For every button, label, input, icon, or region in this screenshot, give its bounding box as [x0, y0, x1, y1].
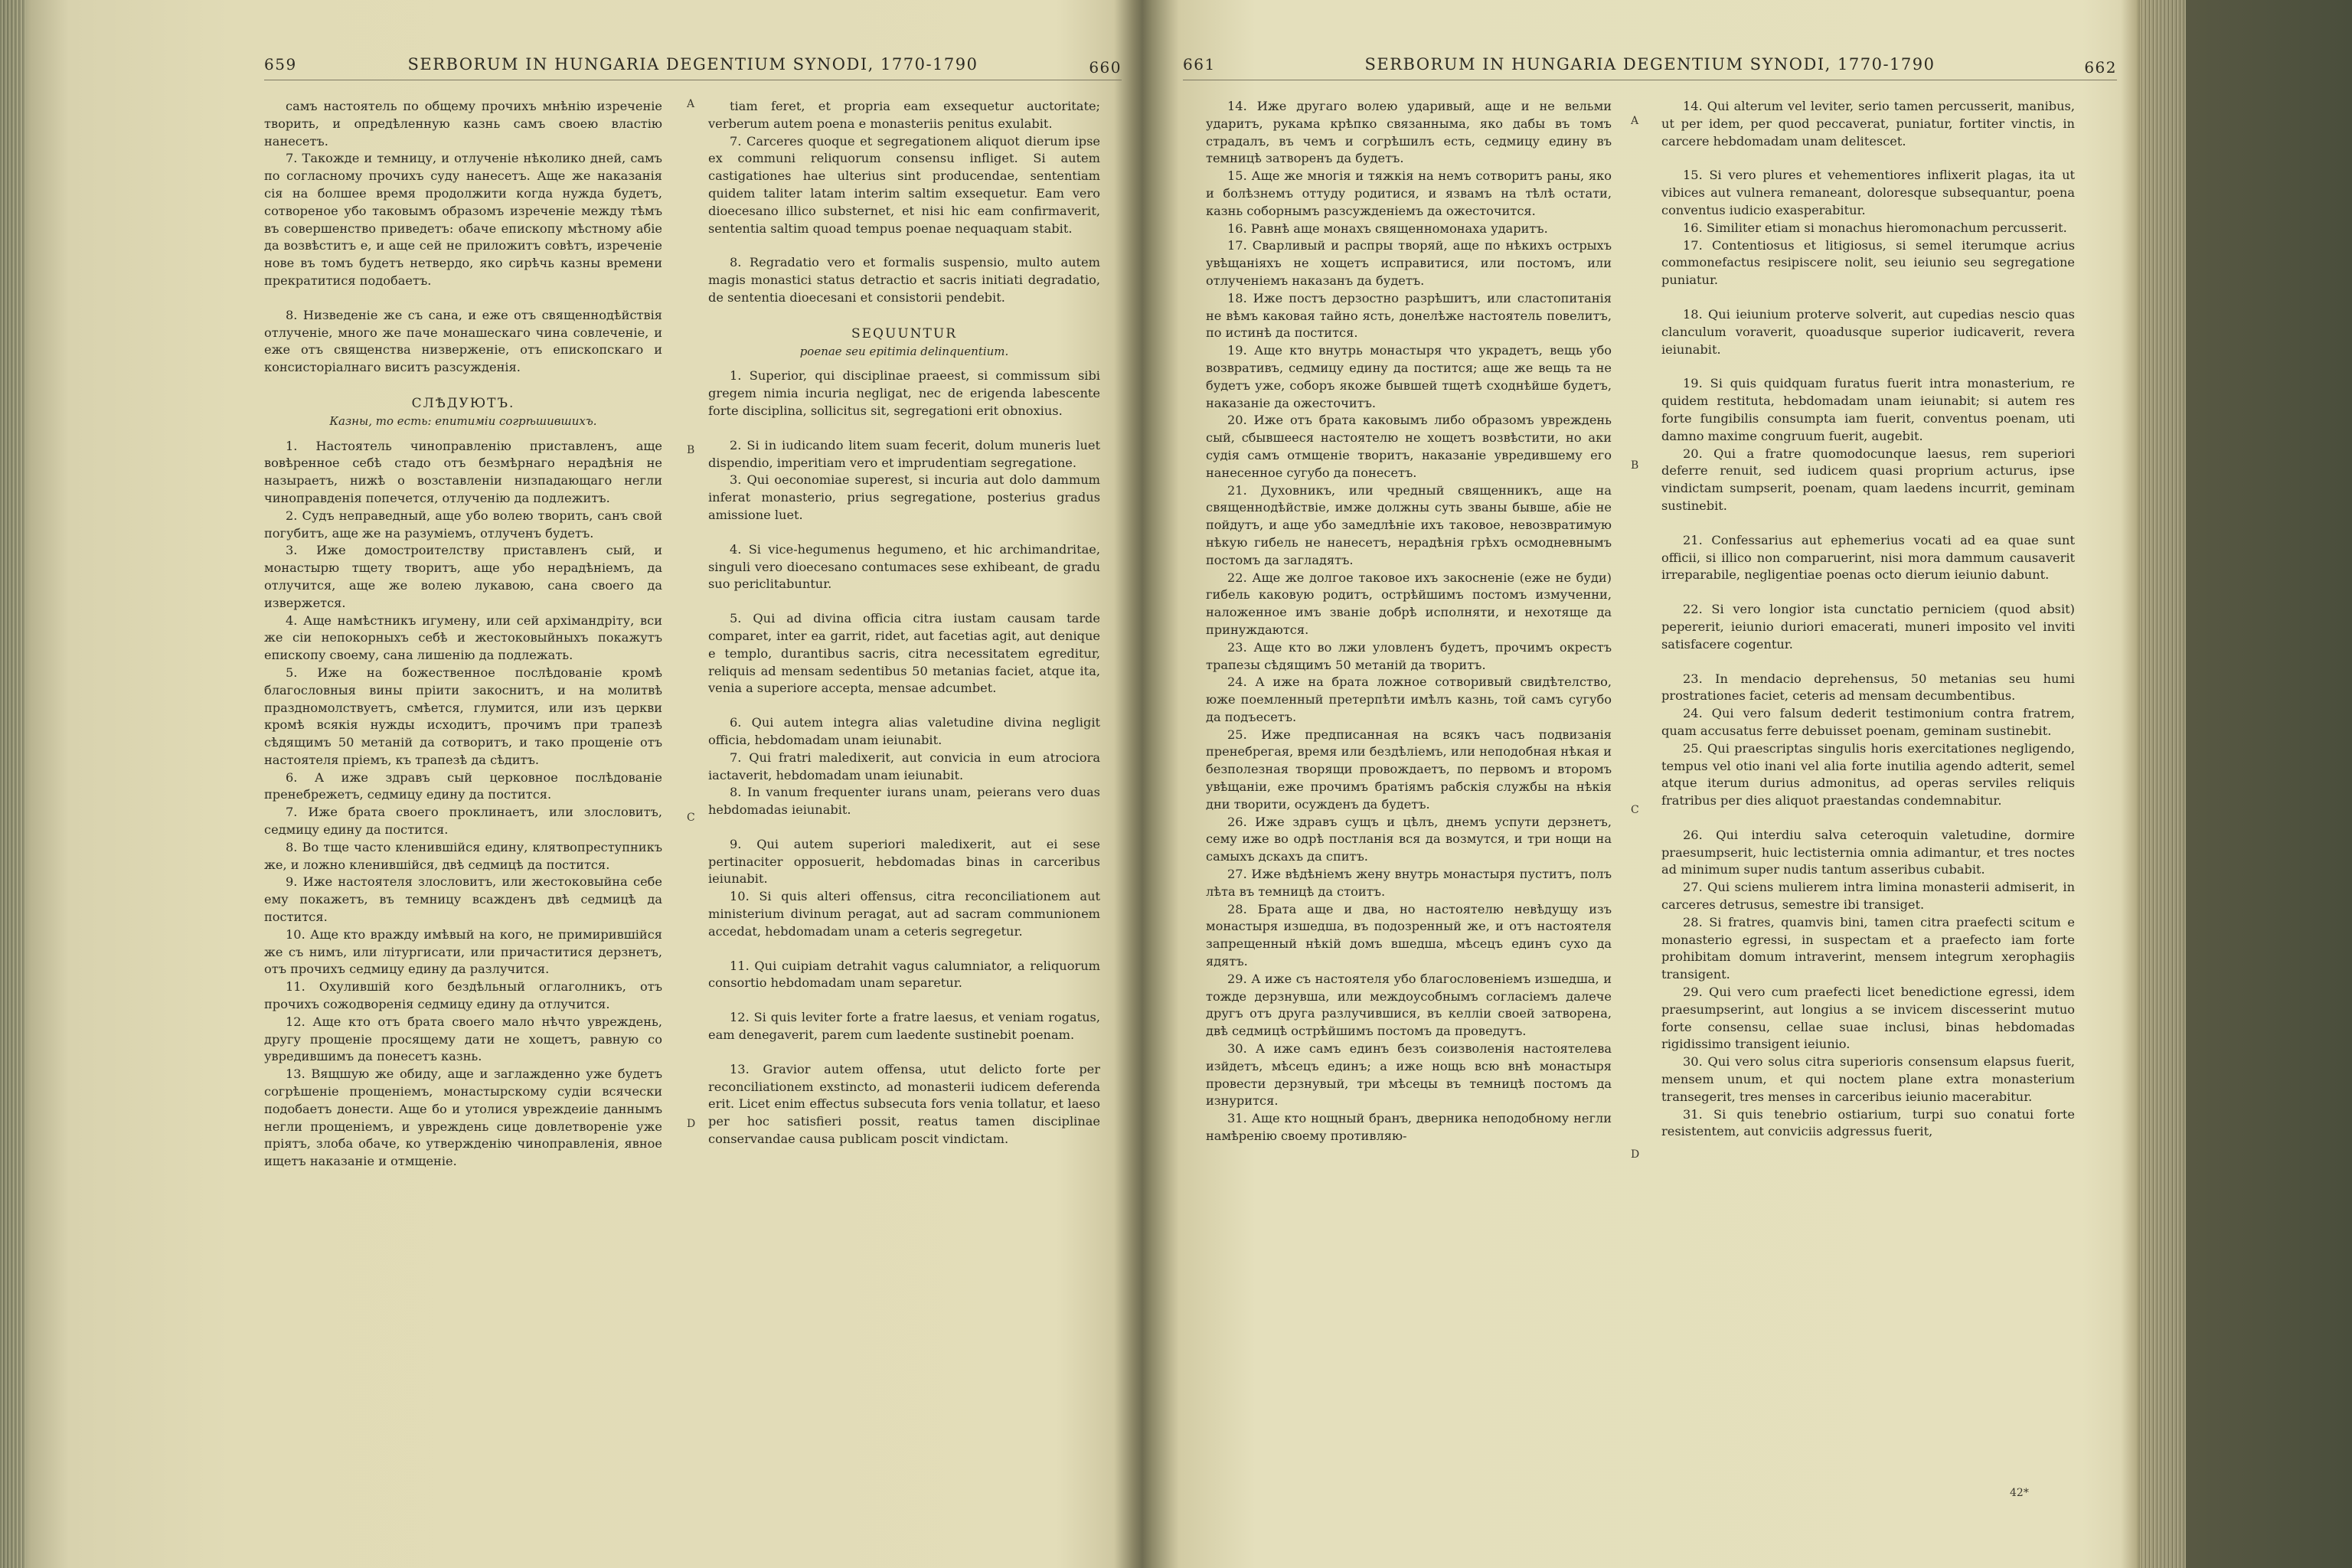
paragraph: 24. А иже на брата ложное сотворивый свидѣтелство, юже поемленный претерпѣти имѣлъ казнь, той самъ сугубо да подъесетъ. [1206, 675, 1612, 724]
left-page [264, 0, 1122, 1568]
paragraph: 7. Такожде и темницу, и отлученіе нѣколико дней, самъ по согласному прочихъ суду нанесетъ. Аще же наказанія сія на болшее время продолжити когда нужда будетъ, сотвореное убо таковымъ образомъ изреченіе между тѣмъ въ совершенство приведетъ: обаче епископу мѣстному абіе да возвѣститъ е, и аще сей не приложитъ совѣтъ, изреченіе нове въ томъ будетъ нетвердо, яко сирѣчь казны времени прекратитися подобаетъ. [264, 151, 662, 288]
paragraph: 8. Во тще часто кленившійся едину, клятвопреступникъ же, и ложно кленившійся, двѣ седмицѣ да постится. [264, 839, 662, 872]
paragraph: 22. Si vero longior ista cunctatio perniciem (quod absit) pepererit, ieiunio duriori emacerati, muneri imposito vel inviti satisfacere cogentur. [1661, 602, 2075, 652]
page-number-659: 659 [264, 55, 297, 74]
paragraph: 21. Confessarius aut ephemerius vocati ad ea quae sunt officii, si illico non comparuerint, nisi mora dammum causaverit irreparabile, negligentiae poenas octo dierum ieiunio dabunt. [1661, 532, 2075, 583]
paragraph: 8. Regradatio vero et formalis suspensio, multo autem magis monastici status detractio et sacris initiati degradatio, de sententia dioecesani et consistorii pendebit. [708, 255, 1100, 305]
paragraph: 3. Qui oeconomiae superest, si incuria aut dolo dammum inferat monasterio, prius segregatione, posterius gradus amissione luet. [708, 472, 1100, 522]
paragraph: 7. Иже брата своего проклинаетъ, или злословитъ, седмицу едину да постится. [264, 805, 662, 838]
running-head-left: SERBORUM IN HUNGARIA DEGENTIUM SYNODI, 1770-1790 [407, 55, 978, 74]
paragraph: 31. Аще кто нощный бранъ, дверника неподобному негли намѣренію своему противляю- [1206, 1111, 1612, 1144]
paragraph: 11. Охулившій кого бездѣльный оглаголникъ, отъ прочихъ сожодворенія седмицу едину да отлучится. [264, 979, 662, 1012]
paragraph: 1. Настоятель чиноправленію приставленъ, аще вовѣренное себѣ стадо отъ безмѣрнаго нерадѣнія не назыраетъ, нижѣ о возставленіи низпадающаго негли чиноправденія попечется, отлученію да подлежитъ. [264, 438, 662, 505]
right-latin-column [1661, 98, 2075, 1141]
paragraph: 31. Si quis tenebrio ostiarium, turpi suo conatui forte resistentem, aut conviciis adgressus fuerit, [1661, 1106, 2075, 1139]
paragraph: 4. Аще намѣстникъ игумену, или сей архімандріту, вси же сіи непокорныхъ себѣ и жестоковыйныхъ покажутъ епископу своему, сана лишенію да подлежать. [264, 612, 662, 663]
paragraph: 14. Qui alterum vel leviter, serio tamen percusserit, manibus, ut per idem, per quod peccaverat, puniatur, fortiter vinctis, in carcere hebdomadam unam delitescet. [1661, 99, 2075, 149]
section-subheading: Казны, то есть: епитиміи согрѣшившихъ. [329, 413, 597, 428]
paragraph: 15. Аще же многія и тяжкія на немъ сотворитъ раны, яко и болѣзнемъ оттуду родитися, и язвамъ на тѣлѣ остати, казнь соборнымъ разсужденіемъ да ожесточится. [1206, 168, 1612, 218]
signature-mark: 42* [2010, 1487, 2029, 1499]
paragraph: 23. Аще кто во лжи уловленъ будетъ, прочимъ окрестъ трапезы сѣдящимъ 50 метаній да творитъ. [1206, 639, 1612, 672]
paragraph: 28. Брата аще и два, но настоятелю невѣдущу изъ монастыря изшедша, въ подозренный же, и отъ настоятеля запрещенный нѣкій домъ вшедша, мѣсецъ единъ сухо да ядятъ. [1206, 901, 1612, 969]
paragraph: 15. Si vero plures et vehementiores inflixerit plagas, ita ut vibices aut vulnera remaneant, doloresque subsequantur, poena conventus iudicio exasperabitur. [1661, 168, 2075, 217]
paragraph: 11. Qui cuipiam detrahit vagus calumniator, a reliquorum consortio hebdomadam unam separetur. [708, 958, 1100, 991]
paragraph: 20. Иже отъ брата каковымъ либо образомъ увреждень сый, сбывшееся настоятелю не хощетъ возвѣстити, но аки судія самъ отмщеніе творитъ, наказаніе увредившему его нанесенное сугубо да понесетъ. [1206, 413, 1612, 480]
section-heading: SEQUUNTUR [851, 325, 957, 341]
left-slavonic-column [264, 98, 662, 1171]
paragraph: 30. А иже самъ единъ безъ соизволенія настоятелева изйдетъ, мѣсецъ единъ; а иже нощь всю внѣ монастыря провести дерзнувый, три мѣсецы въ темницѣ постомъ да изнурится. [1206, 1041, 1612, 1109]
paragraph: 21. Духовникъ, или чредный священникъ, аще на священнодѣйствіе, имже должны суть званы бывше, абіе не пойдутъ, и аще убо замедлѣніе ихъ таковое, невозвратимую нѣкую гибель не нанесетъ, нерадѣнія грѣхъ осмодневнымъ постомъ да загладятъ. [1206, 482, 1612, 567]
paragraph: 2. Судъ неправедный, аще убо волею творить, санъ свой погубитъ, аще же на разуміемъ, отлученъ будетъ. [264, 508, 662, 541]
paragraph: 18. Qui ieiunium proterve solverit, aut cupedias nescio quas clanculum voraverit, quoadusque superior iudicaverit, revera ieiunabit. [1661, 306, 2075, 357]
paragraph: 13. Gravior autem offensa, utut delicto forte per reconciliationem exstincto, ad monasterii iudicem deferenda erit. Licet enim effectus subsecuta fors venia tollatur, et laeso per hoc satisfieri possit, reatus tamen disciplinae conservandae causa publicam poscit vindictam. [708, 1061, 1100, 1147]
paragraph: 26. Qui interdiu salva ceteroquin valetudine, dormire praesumpserit, huic lectisternia omnia adimantur, et tres noctes ad minimum super nudis tantum asseribus cubabit. [1661, 827, 2075, 877]
right-slavonic-column [1206, 98, 1612, 1145]
paragraph: 9. Иже настоятеля злословитъ, или жестоковыйна себе ему покажетъ, въ темницу всажденъ двѣ седмицѣ да постится. [264, 874, 662, 925]
paragraph: 8. Низведеніе же съ сана, и еже отъ священнодѣйствія отлученіе, много же паче монашескаго чина совлеченіе, и еже отъ священства низверженіе, отъ епископскаго и консисторіалнаго виситъ разсужденія. [264, 307, 662, 375]
left-page-edges [0, 0, 26, 1568]
paragraph: 2. Si in iudicando litem suam fecerit, dolum muneris luet dispendio, imperitiam vero et imprudentiam segregatione. [708, 437, 1100, 470]
paragraph: 19. Аще кто внутрь монастыря что украдетъ, вещь убо возвративъ, седмицу едину да постится; аще же вещь та не будетъ уже, соборъ якоже бывшей тщетѣ сходнѣйше будетъ, наказаніе да ожесточитъ. [1206, 343, 1612, 410]
margin-marker-a: A [1631, 115, 1639, 127]
paragraph: 25. Qui praescriptas singulis horis exercitationes negligendo, tempus vel otio inani vel alia forte inutilia agendo adterit, semel atque iterum durius admonitus, ad operas serviles reliquis fratribus per dies aliquot praestandas condemnabitur. [1661, 740, 2075, 808]
paragraph: 10. Si quis alteri offensus, citra reconciliationem aut ministerium divinum peragat, aut ad sacram communionem accedat, hebdomadam unam a ceteris segregetur. [708, 889, 1100, 939]
paragraph: 28. Si fratres, quamvis bini, tamen citra praefecti scitum e monasterio egressi, in suspectam et a praefecto iam forte prohibitam domum intraverint, mensem integrum xerophagiis transigent. [1661, 914, 2075, 982]
paragraph: 3. Иже домостроителству приставленъ сый, и монастырю тщету творитъ, аще убо нерадѣніемъ, да отлучится, аще же волею лукавою, сана своего да извержется. [264, 543, 662, 610]
paragraph: 13. Вящшую же обиду, аще и заглажденно уже будетъ согрѣшеніе прощеніемъ, монастырскому судіи всячески подобаетъ донести. Аще бо и утолися увреждеиіе даннымъ негли прощеніемъ, и увреждень сице довлетвореніе уже пріятъ, злоба обаче, ко утвержденію чиноправленія, явное ищетъ наказаніе и отмщеніе. [264, 1067, 662, 1169]
paragraph: 30. Qui vero solus citra superioris consensum elapsus fuerit, mensem unum, et qui noctem plane extra monasterium transegerit, tres menses in carceribus ieiunio macerabitur. [1661, 1054, 2075, 1104]
section-subheading: poenae seu epitimia delinquentium. [799, 344, 1009, 358]
paragraph: 5. Иже на божественное послѣдованіе кромѣ благословныя вины пріити закоснитъ, и на молитвѣ праздномолствуетъ, смѣется, глумится, или изъ церкви кромѣ всякія нужды исходитъ, прочимъ при трапезѣ сѣдящимъ 50 метаній да сотворитъ, и тако прощеніе отъ настоятеля пріемъ, къ трапезѣ да сѣдитъ. [264, 665, 662, 767]
paragraph: 19. Si quis quidquam furatus fuerit intra monasterium, re quidem restituta, hebdomadam unam ieiunabit; si autem res forte fungibilis consumpta iam fuerit, conventus poenam, uti damno maxime congruum fuerit, augebit. [1661, 376, 2075, 443]
paragraph: tiam feret, et propria eam exsequetur auctoritate; verberum autem poena e monasteriis penitus exulabit. [708, 99, 1100, 131]
paragraph: 23. In mendacio deprehensus, 50 metanias seu humi prostrationes faciet, ceteris ad mensam decumbentibus. [1661, 671, 2075, 704]
paragraph: 29. Qui vero cum praefecti licet benedictione egressi, idem praesumpserint, aut longius a se invicem discesserint mutuo forte consensu, cellae suae inclusi, binas hebdomadas rigidissimo transigent ieiunio. [1661, 985, 2075, 1052]
paragraph: самъ настоятель по общему прочихъ мнѣнію изреченіе творить, и опредѣленную казнь самъ своею властію нанесетъ. [264, 99, 662, 149]
running-head-right: SERBORUM IN HUNGARIA DEGENTIUM SYNODI, 1770-1790 [1364, 55, 1936, 74]
paragraph: 18. Иже постъ дерзостно разрѣшитъ, или сластопитанія не вѣмъ каковая тайно ясть, донелѣже настоятель повелитъ, по истинѣ да постится. [1206, 290, 1612, 341]
margin-marker-c: C [1631, 804, 1639, 816]
paragraph: 16. Similiter etiam si monachus hieromonachum percusserit. [1683, 220, 2067, 235]
paragraph: 12. Si quis leviter forte a fratre laesus, et veniam rogatus, eam denegaverit, parem cum laedente sustinebit poenam. [708, 1010, 1100, 1043]
paragraph: 20. Qui a fratre quomodocunque laesus, rem superiori deferre renuit, sed iudicem quasi proprium acturus, ipse vindictam sumpserit, poenam, quam laedens incurrit, geminam sustinebit. [1661, 446, 2075, 513]
section-heading: СЛѢДУЮТЪ. [411, 395, 515, 411]
paragraph: 10. Аще кто вражду имѣвый на кого, не примирившійся же съ нимъ, или літургисати, или причаститися дерзнетъ, отъ прочихъ седмицу едину да разлучится. [264, 926, 662, 977]
paragraph: 17. Сварливый и распры творяй, аще по нѣкихъ острыхъ увѣщаніяхъ не хощетъ исправитися, или постомъ, или отлученіемъ наказанъ да будетъ. [1206, 238, 1612, 288]
paragraph: 7. Carceres quoque et segregationem aliquot dierum ipse ex communi reliquorum consensu infliget. Si autem castigationes hae ulterius sint producendae, sententiam quidem taliter latam interim saltim exsequetur. Eam vero dioecesano illico substernet, et nisi hic eam confirmaverit, sententia saltim quoad tempus poenae nequaquam stabit. [708, 133, 1100, 236]
margin-marker-a: A [687, 98, 695, 110]
paragraph: 24. Qui vero falsum dederit testimonium contra fratrem, quam accusatus ferre debuisset poenam, geminam sustinebit. [1661, 706, 2075, 738]
page-number-660: 660 [1089, 58, 1122, 77]
paragraph: 16. Равнѣ аще монахъ священномонаха ударитъ. [1227, 220, 1548, 236]
paragraph: 14. Иже другаго волею ударивый, аще и не вельми ударитъ, рукама крѣпко связанныма, яко дабы въ томъ страдалъ, въ чемъ и согрѣшилъ есть, седмицу едину въ темницѣ затворенъ да будетъ. [1206, 99, 1612, 166]
right-page-edges [2140, 0, 2186, 1568]
margin-marker-d: D [687, 1118, 696, 1130]
left-page-header [264, 55, 1122, 78]
paragraph: 6. Qui autem integra alias valetudine divina negligit officia, hebdomadam unam ieiunabit. [708, 715, 1100, 747]
margin-marker-b: B [687, 444, 695, 456]
paragraph: 17. Contentiosus et litigiosus, si semel iterumque acrius commonefactus resipiscere nolit, seu ieiunio seu segregatione puniatur. [1661, 237, 2075, 288]
paragraph: 29. А иже съ настоятеля убо благословеніемъ изшедша, и тожде дерзнувша, или междоусобнымъ согласіемъ далече другъ отъ друга разлучившися, въ келліи своей затворена, двѣ седмицѣ острѣйшимъ постомъ да проведутъ. [1206, 971, 1612, 1039]
margin-marker-b: B [1631, 459, 1639, 472]
right-page [1183, 0, 2117, 1568]
paragraph: 27. Иже вѣдѣніемъ жену внутрь монастыря пуститъ, полъ лѣта въ темницѣ да стоитъ. [1206, 867, 1612, 899]
left-latin-column [708, 98, 1100, 1148]
paragraph: 8. In vanum frequenter iurans unam, peierans vero duas hebdomadas ieiunabit. [708, 785, 1100, 818]
paragraph: 9. Qui autem superiori maledixerit, aut ei sese pertinaciter opposuerit, hebdomadas binas in carceribus ieiunabit. [708, 836, 1100, 887]
paragraph: 7. Qui fratri maledixerit, aut convicia in eum atrociora iactaverit, hebdomadam unam ieiunabit. [708, 750, 1100, 782]
page-number-662: 662 [2084, 58, 2117, 77]
paragraph: 22. Аще же долгое таковое ихъ закосненіе (еже не буди) гибель каковую родитъ, острѣйшимъ постомъ измученни, наложенное имъ званіе добрѣ исполняти, и нехотяще да принуждаются. [1206, 570, 1612, 637]
paragraph: 1. Superior, qui disciplinae praeest, si commissum sibi gregem nimia incuria negligat, nec de erigenda labescente forte disciplina, sollicitus sit, segregationi erit obnoxius. [708, 368, 1100, 418]
margin-marker-d: D [1631, 1148, 1640, 1161]
right-page-header [1183, 55, 2117, 78]
margin-marker-c: C [687, 812, 695, 824]
paragraph: 6. А иже здравъ сый церковное послѣдованіе пренебрежетъ, седмицу едину да постится. [264, 769, 662, 802]
paragraph: 25. Иже предписанная на всякъ часъ подвизанія пренебрегая, время или бездѣліемъ, или неподобная нѣкая и безполезная творящи провождаетъ, по первомъ и второмъ увѣщаніи, еже прочимъ братіямъ рабскія службы на нѣкія дни творити, осужденъ да будетъ. [1206, 727, 1612, 812]
paragraph: 4. Si vice-hegumenus hegumeno, et hic archimandritae, singuli vero dioecesano contumaces sese exhibeant, de gradu suo periclitabuntur. [708, 541, 1100, 592]
paragraph: 5. Qui ad divina officia citra iustam causam tarde comparet, inter ea garrit, ridet, aut facetias agit, aut denique e templo, durantibus sacris, citra necessitatem egreditur, reliquis ad mensam sedentibus 50 metanias faciet, atque ita, venia a superiore accepta, mensae adcumbet. [708, 611, 1100, 696]
paragraph: 26. Иже здравъ сущъ и цѣлъ, днемъ успути дерзнетъ, сему иже во одрѣ постланія вся да возмутся, и три нощи на самыхъ дскахъ да спитъ. [1206, 814, 1612, 864]
paragraph: 12. Аще кто отъ брата своего мало нѣчто увреждень, другу прощеніе просящему дати не хощетъ, равную со увредившимъ да понесетъ казнь. [264, 1014, 662, 1064]
page-number-661: 661 [1183, 55, 1216, 74]
paragraph: 27. Qui sciens mulierem intra limina monasterii admiserit, in carceres detrusus, semestre ibi transiget. [1661, 880, 2075, 913]
